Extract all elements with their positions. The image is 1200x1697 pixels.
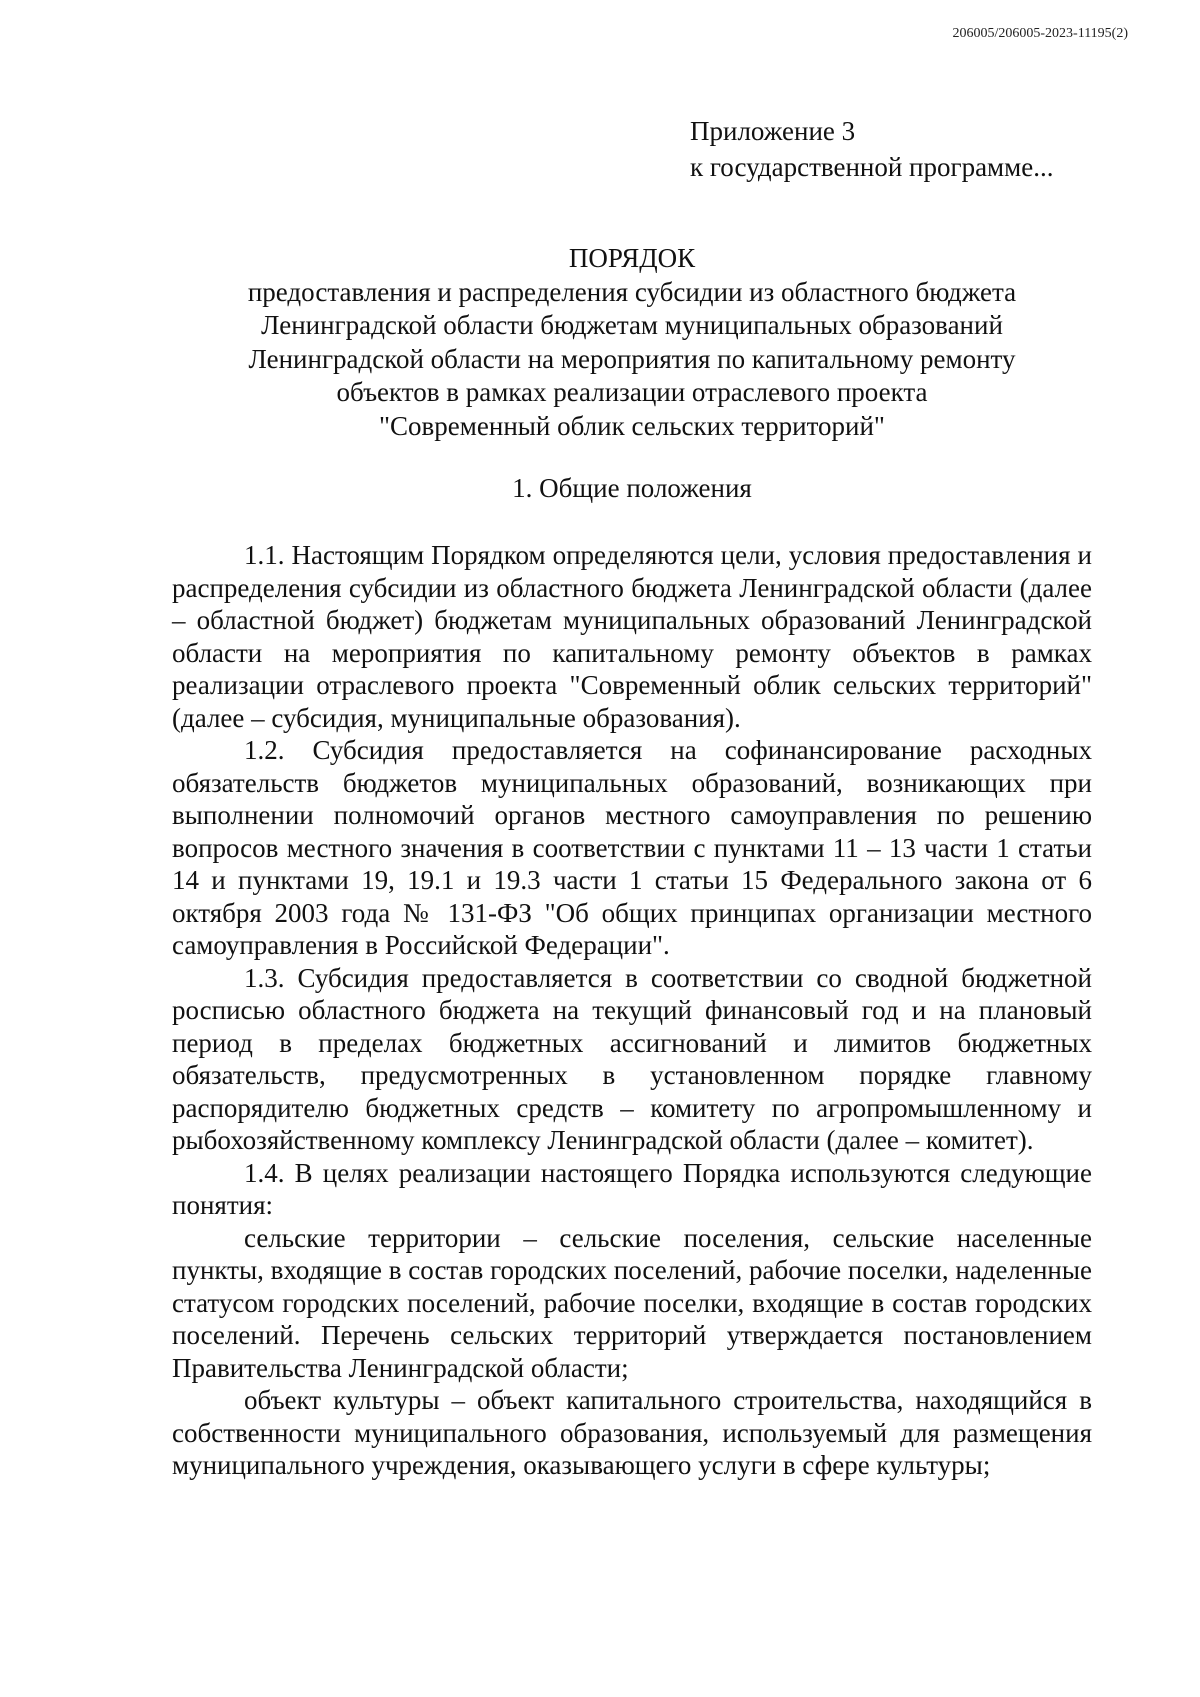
title-line: объектов в рамках реализации отраслевого проекта	[336, 377, 928, 407]
appendix-line-1: Приложение 3	[690, 116, 856, 146]
paragraph-1-4: 1.4. В целях реализации настоящего Порядка используются следующие понятия:	[172, 1157, 1092, 1220]
title-line: "Современный облик сельских территорий"	[379, 410, 885, 441]
document-body	[172, 539, 1092, 1482]
definition-rural-territories: сельские территории – сельские поселения, сельские населенные пункты, входящие в состав городских поселений, рабочие поселки, наделенные статусом городских поселений, рабочие поселки, входящие в состав городских поселений. Перечень сельских территорий утверждается постановлением Правительства Ленинградской области;	[172, 1222, 1092, 1383]
title-line: Ленинградской области бюджетам муниципальных образований	[261, 310, 1003, 340]
section-heading: 1. Общие положения	[512, 473, 752, 503]
title-main: ПОРЯДОК	[568, 243, 696, 273]
document-registration-number: 206005/206005-2023-11195(2)	[952, 26, 1128, 41]
appendix-reference	[690, 113, 1053, 185]
paragraph-1-3: 1.3. Субсидия предоставляется в соответствии со сводной бюджетной росписью областного бюджета на текущий финансовый год и на плановый период в пределах бюджетных ассигнований и лимитов бюджетных обязательств, предусмотренных в установленном порядке главному распорядителю бюджетных средств – комитету по агропромышленному и рыбохозяйственному комплексу Ленинградской области (далее – комитет).	[172, 962, 1092, 1155]
appendix-line-2: к государственной программе...	[690, 152, 1054, 182]
document-title	[172, 242, 1092, 443]
paragraph-1-1: 1.1. Настоящим Порядком определяются цели, условия предоставления и распределения субсидии из областного бюджета Ленинградской области (далее – областной бюджет) бюджетам муниципальных образований Ленинградской области на мероприятия по капитальному ремонту объектов в рамках реализации отраслевого проекта "Современный облик сельских территорий" (далее – субсидия, муниципальные образования).	[172, 540, 1092, 733]
paragraph-1-2: 1.2. Субсидия предоставляется на софинансирование расходных обязательств бюджетов муниципальных образований, возникающих при выполнении полномочий органов местного самоуправления по решению вопросов местного значения в соответствии с пунктами 11 – 13 части 1 статьи 14 и пунктами 19, 19.1 и 19.3 части 1 статьи 15 Федерального закона от 6 октября 2003 года № 131-ФЗ "Об общих принципах организации местного самоуправления в Российской Федерации".	[172, 735, 1092, 960]
definition-culture-object: объект культуры – объект капитального строительства, находящийся в собственности муниципального образования, используемый для размещения муниципального учреждения, оказывающего услуги в сфере культуры;	[172, 1385, 1092, 1480]
title-line: предоставления и распределения субсидии из областного бюджета	[247, 276, 1017, 307]
title-line: Ленинградской области на мероприятия по капитальному ремонту	[248, 343, 1016, 374]
